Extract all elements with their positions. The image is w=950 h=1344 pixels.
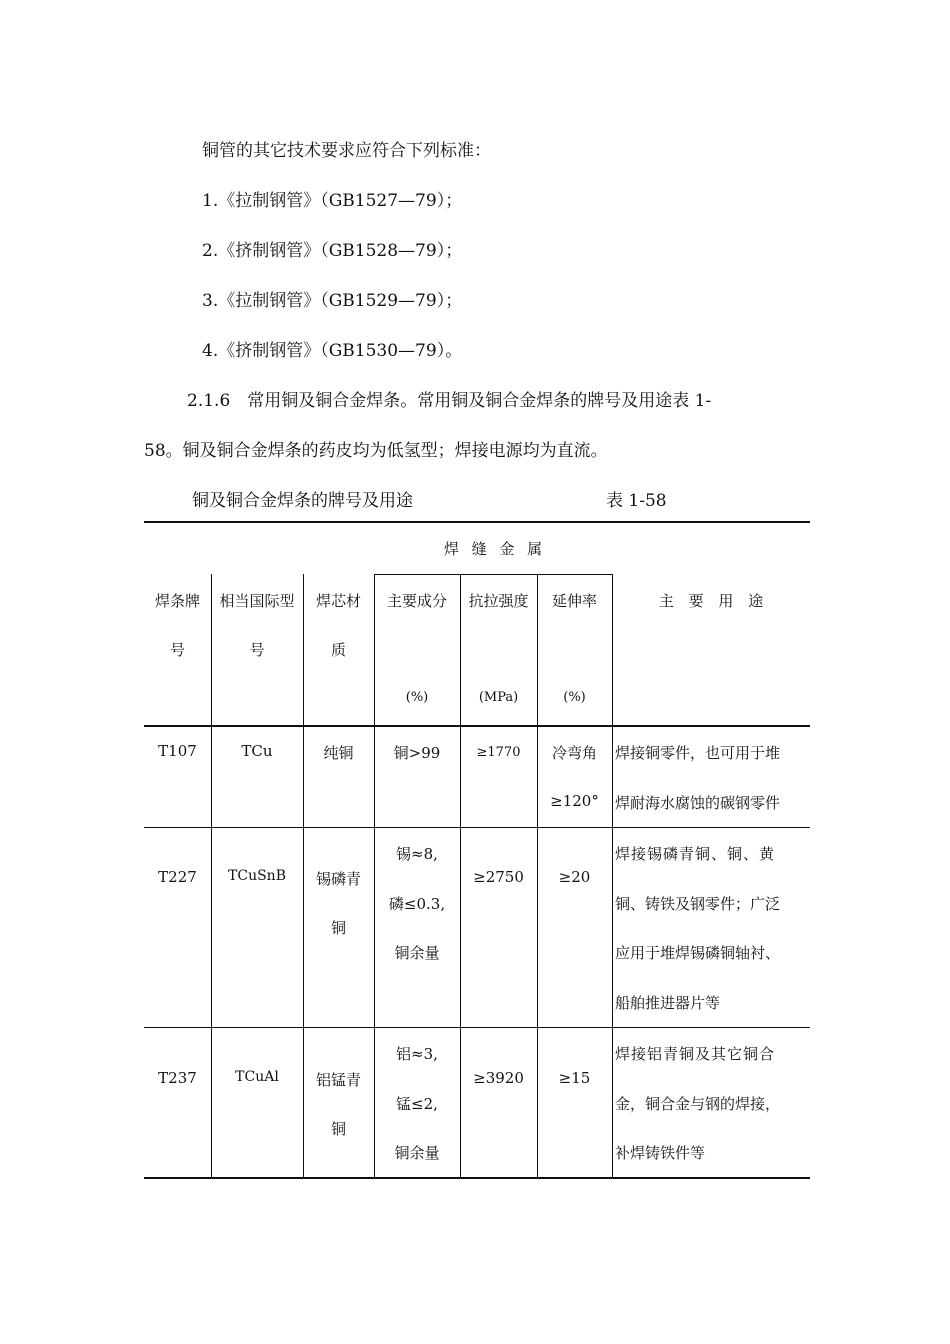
table-title: 铜及铜合金焊条的牌号及用途 xyxy=(192,491,413,511)
header-brand: 号 xyxy=(169,641,185,659)
cell-use: 铜、铸铁及钢零件；广泛 xyxy=(615,895,781,913)
cell-core: 铜 xyxy=(330,919,346,937)
cell-use: 焊耐海水腐蚀的碳钢零件 xyxy=(615,794,781,812)
cell-use: 应用于堆焊锡磷铜轴衬、 xyxy=(615,944,781,962)
standard-item: 3.《拉制钢管》（GB1529—79）； xyxy=(202,291,463,311)
group-header: 焊 缝 金 属 xyxy=(443,540,543,558)
cell-use: 补焊铸铁件等 xyxy=(615,1144,706,1162)
header-core: 质 xyxy=(330,641,346,659)
table-number: 表 1-58 xyxy=(606,491,667,511)
header-composition-unit: (%) xyxy=(405,690,429,705)
header-tensile: 抗拉强度 xyxy=(468,592,529,610)
cell-composition: 铜>99 xyxy=(393,744,441,762)
table-bottom-rule xyxy=(144,1177,810,1179)
cell-elongation: 冷弯角 xyxy=(551,744,597,762)
cell-tensile: ≥3920 xyxy=(473,1069,524,1087)
standard-item: 4.《挤制钢管》（GB1530—79）。 xyxy=(202,341,463,361)
cell-composition: 锡≈8, xyxy=(396,845,438,863)
cell-brand: T237 xyxy=(158,1069,197,1087)
header-elongation-unit: (%) xyxy=(563,690,586,705)
cell-intl: TCuSnB xyxy=(228,868,286,884)
column-divider xyxy=(374,574,375,1178)
standard-item: 1.《拉制钢管》（GB1527—79）； xyxy=(202,191,463,211)
cell-use: 船舶推进器片等 xyxy=(615,994,721,1012)
paragraph-line: 2.1.6 常用铜及铜合金焊条。常用铜及铜合金焊条的牌号及用途表 1- xyxy=(187,391,712,411)
header-intl: 号 xyxy=(249,641,265,659)
cell-intl: TCuAl xyxy=(235,1069,279,1085)
header-use: 主 要 用 途 xyxy=(658,592,764,610)
standard-item: 2.《挤制钢管》（GB1528—79）； xyxy=(202,241,463,261)
cell-core: 锡磷青 xyxy=(315,870,361,888)
cell-tensile: ≥2750 xyxy=(473,868,524,886)
cell-brand: T227 xyxy=(158,868,197,886)
row-divider xyxy=(144,1027,810,1028)
cell-composition: 铝≈3, xyxy=(396,1045,438,1063)
cell-composition: 铜余量 xyxy=(394,944,440,962)
cell-use: 焊接铝青铜及其它铜合 xyxy=(615,1045,776,1063)
cell-composition: 铜余量 xyxy=(394,1144,440,1162)
cell-tensile: ≥1770 xyxy=(476,745,521,760)
cell-elongation: ≥20 xyxy=(558,868,591,886)
row-divider xyxy=(144,827,810,828)
cell-composition: 磷≤0.3, xyxy=(388,895,446,913)
cell-use: 焊接锡磷青铜、铜、黄 xyxy=(615,845,776,863)
cell-core: 纯铜 xyxy=(323,744,354,762)
header-bottom-rule xyxy=(144,725,810,727)
cell-use: 焊接铜零件，也可用于堆 xyxy=(615,744,781,762)
column-divider xyxy=(612,574,613,1178)
group-underline xyxy=(374,574,612,575)
header-intl: 相当国际型 xyxy=(219,592,295,610)
cell-use: 金，铜合金与钢的焊接， xyxy=(615,1095,781,1113)
cell-brand: T107 xyxy=(158,742,197,760)
paragraph-line: 58。铜及铜合金焊条的药皮均为低氢型；焊接电源均为直流。 xyxy=(144,441,608,461)
cell-core: 铜 xyxy=(330,1120,346,1138)
table-top-rule xyxy=(144,521,810,523)
cell-elongation: ≥120° xyxy=(550,792,599,810)
header-core: 焊芯材 xyxy=(315,592,361,610)
header-composition: 主要成分 xyxy=(386,592,447,610)
header-brand: 焊条牌 xyxy=(154,592,200,610)
cell-intl: TCu xyxy=(241,742,273,760)
cell-composition: 锰≤2, xyxy=(396,1095,438,1113)
cell-core: 铝锰青 xyxy=(315,1071,361,1089)
intro-text: 铜管的其它技术要求应符合下列标准： xyxy=(202,141,491,161)
header-elongation: 延伸率 xyxy=(551,592,597,610)
cell-elongation: ≥15 xyxy=(558,1069,591,1087)
header-tensile-unit: (MPa) xyxy=(478,690,519,705)
